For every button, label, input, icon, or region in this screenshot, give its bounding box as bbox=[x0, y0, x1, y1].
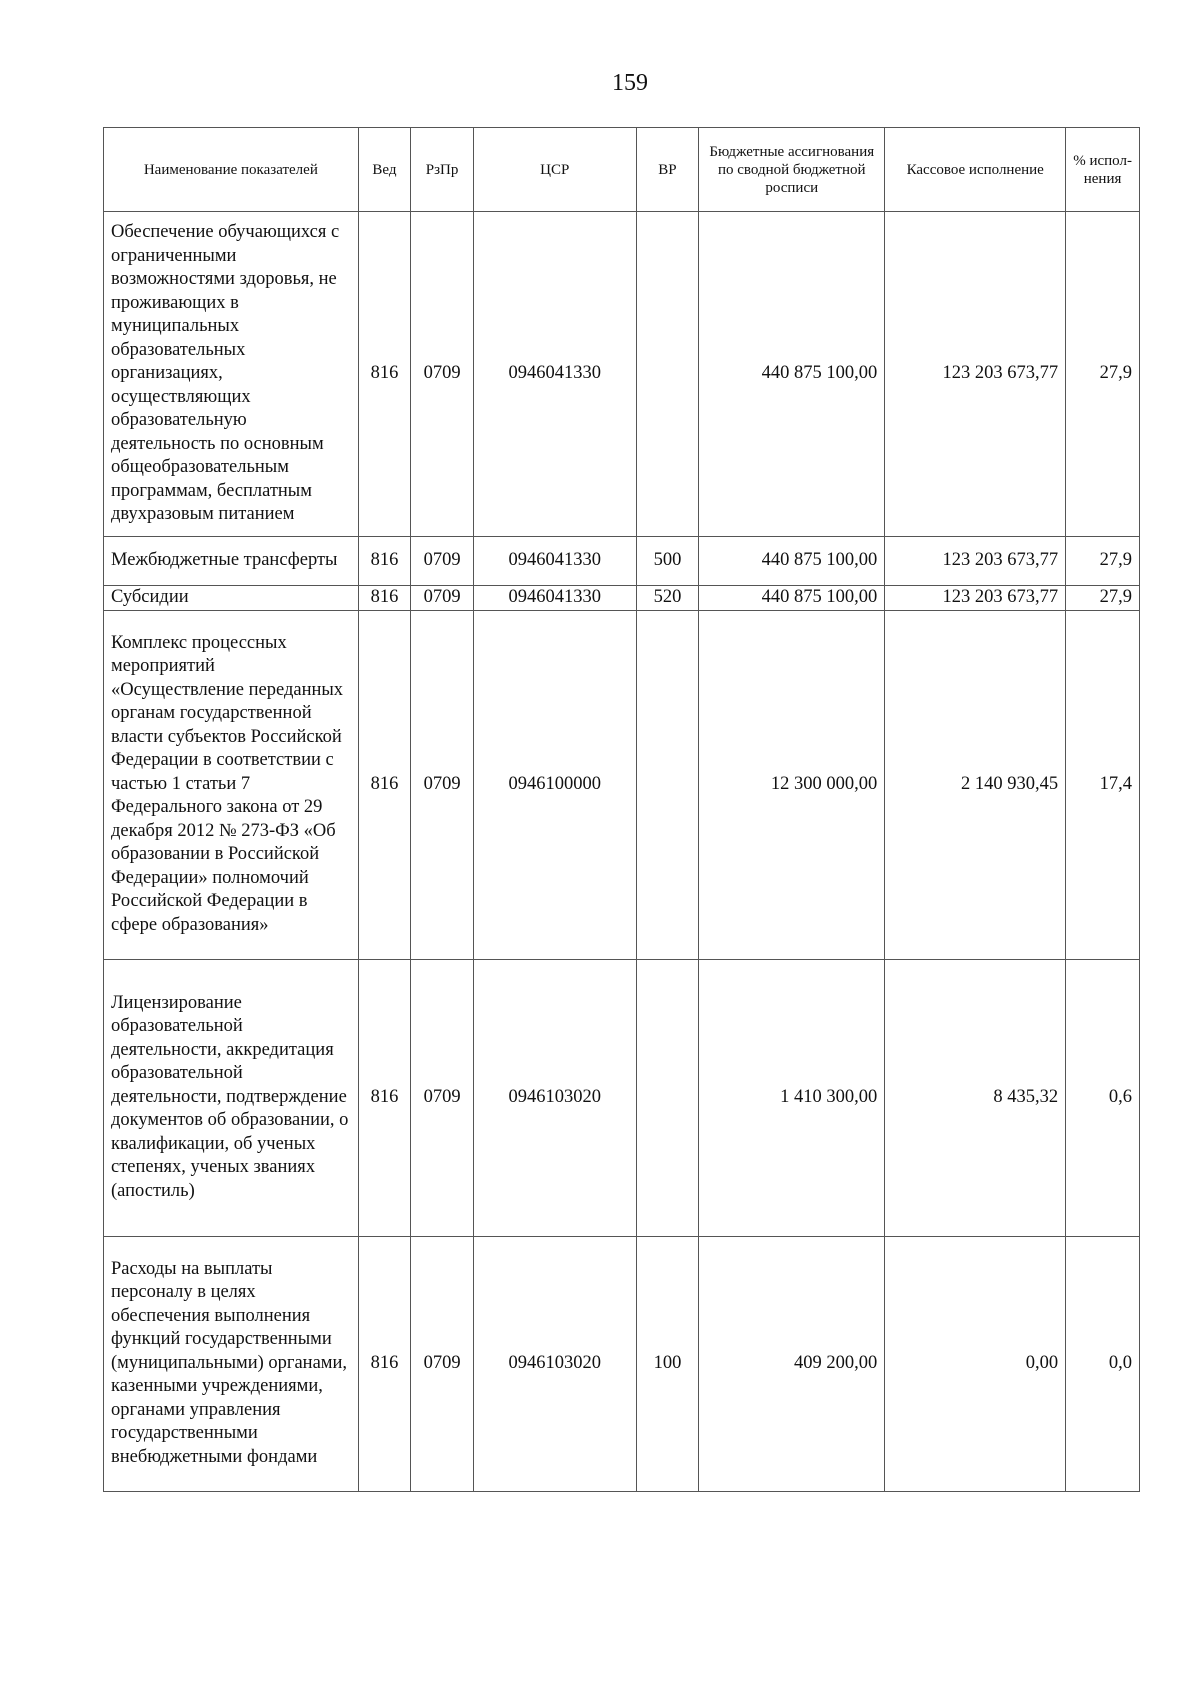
row-csr: 0946041330 bbox=[473, 212, 636, 537]
row-ved: 816 bbox=[358, 212, 411, 537]
table-row bbox=[104, 212, 1140, 537]
row-vr bbox=[636, 610, 699, 959]
table-row bbox=[104, 610, 1140, 959]
row-cash: 123 203 673,77 bbox=[885, 212, 1066, 537]
row-rzpr: 0709 bbox=[411, 959, 474, 1236]
header-row bbox=[104, 128, 1140, 212]
row-csr: 0946041330 bbox=[473, 537, 636, 586]
table-row bbox=[104, 959, 1140, 1236]
table-row bbox=[104, 586, 1140, 611]
row-cash: 2 140 930,45 bbox=[885, 610, 1066, 959]
row-assignments: 440 875 100,00 bbox=[699, 212, 885, 537]
row-rzpr: 0709 bbox=[411, 212, 474, 537]
row-cash: 123 203 673,77 bbox=[885, 537, 1066, 586]
row-vr bbox=[636, 212, 699, 537]
header-name: Наименование показателей bbox=[104, 128, 359, 212]
row-ved: 816 bbox=[358, 1236, 411, 1491]
row-csr: 0946103020 bbox=[473, 959, 636, 1236]
row-assignments: 1 410 300,00 bbox=[699, 959, 885, 1236]
row-cash: 0,00 bbox=[885, 1236, 1066, 1491]
row-percent: 0,6 bbox=[1066, 959, 1140, 1236]
header-rzpr: РзПр bbox=[411, 128, 474, 212]
header-vr: ВР bbox=[636, 128, 699, 212]
row-percent: 27,9 bbox=[1066, 586, 1140, 611]
row-ved: 816 bbox=[358, 959, 411, 1236]
row-name: Расходы на выплаты персоналу в целях обеспечения выполнения функций государственными (муниципальными) органами, казенными учреждениями, органами управления государственными внебюджетными фондами bbox=[104, 1236, 359, 1491]
row-cash: 123 203 673,77 bbox=[885, 586, 1066, 611]
row-ved: 816 bbox=[358, 610, 411, 959]
row-ved: 816 bbox=[358, 586, 411, 611]
header-assignments: Бюджетные ассигнования по сводной бюджетной росписи bbox=[699, 128, 885, 212]
row-rzpr: 0709 bbox=[411, 537, 474, 586]
row-csr: 0946103020 bbox=[473, 1236, 636, 1491]
header-ved: Вед bbox=[358, 128, 411, 212]
row-assignments: 440 875 100,00 bbox=[699, 537, 885, 586]
row-csr: 0946100000 bbox=[473, 610, 636, 959]
header-csr: ЦСР bbox=[473, 128, 636, 212]
row-vr: 100 bbox=[636, 1236, 699, 1491]
row-csr: 0946041330 bbox=[473, 586, 636, 611]
budget-execution-table bbox=[103, 127, 1140, 1492]
row-vr bbox=[636, 959, 699, 1236]
row-rzpr: 0709 bbox=[411, 586, 474, 611]
row-cash: 8 435,32 bbox=[885, 959, 1066, 1236]
row-vr: 520 bbox=[636, 586, 699, 611]
page-number: 159 bbox=[612, 70, 648, 96]
row-rzpr: 0709 bbox=[411, 610, 474, 959]
row-assignments: 440 875 100,00 bbox=[699, 586, 885, 611]
row-percent: 27,9 bbox=[1066, 212, 1140, 537]
row-name: Субсидии bbox=[104, 586, 359, 611]
table-row bbox=[104, 1236, 1140, 1491]
header-cash: Кассовое исполнение bbox=[885, 128, 1066, 212]
row-assignments: 12 300 000,00 bbox=[699, 610, 885, 959]
row-percent: 27,9 bbox=[1066, 537, 1140, 586]
row-name: Обеспечение обучающихся с ограниченными возможностями здоровья, не проживающих в муниципальных образовательных организациях, осуществляющих образовательную деятельность по основным общеобразовательным программам, бесплатным двухразовым питанием bbox=[104, 212, 359, 537]
row-percent: 0,0 bbox=[1066, 1236, 1140, 1491]
row-ved: 816 bbox=[358, 537, 411, 586]
row-vr: 500 bbox=[636, 537, 699, 586]
row-percent: 17,4 bbox=[1066, 610, 1140, 959]
row-name: Комплекс процессных мероприятий «Осуществление переданных органам государственной власти субъектов Российской Федерации в соответствии с частью 1 статьи 7 Федерального закона от 29 декабря 2012 № 273-ФЗ «Об образовании в Российской Федерации» полномочий Российской Федерации в сфере образования» bbox=[104, 610, 359, 959]
row-name: Межбюджетные трансферты bbox=[104, 537, 359, 586]
row-rzpr: 0709 bbox=[411, 1236, 474, 1491]
row-assignments: 409 200,00 bbox=[699, 1236, 885, 1491]
header-percent: % испол-нения bbox=[1066, 128, 1140, 212]
row-name: Лицензирование образовательной деятельности, аккредитация образовательной деятельности, подтверждение документов об образовании, о квалификации, об ученых степенях, ученых званиях (апостиль) bbox=[104, 959, 359, 1236]
table-row bbox=[104, 537, 1140, 586]
